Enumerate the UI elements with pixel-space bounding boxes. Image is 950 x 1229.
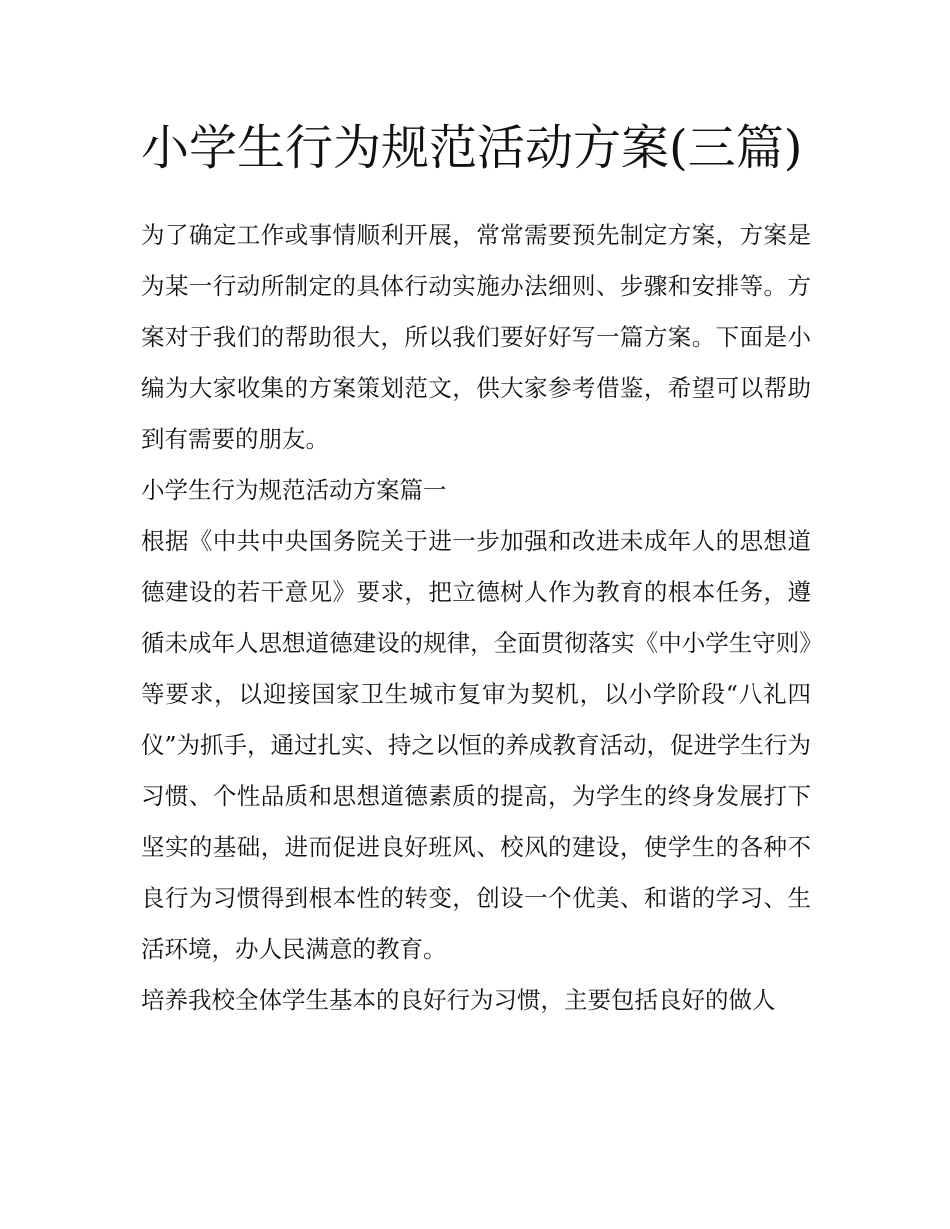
- document-content: [141, 112, 811, 1026]
- document-body: [141, 210, 811, 1026]
- body-paragraph: 培养我校全体学生基本的良好行为习惯，主要包括良好的做人: [141, 986, 776, 1014]
- document-title: 小学生行为规范活动方案(三篇): [141, 120, 803, 176]
- intro-paragraph: 为了确定工作或事情顺利开展，常常需要预先制定方案，方案是为某一行动所制定的具体行动实施办法细则、步骤和安排等。方案对于我们的帮助很大，所以我们要好好写一篇方案。下面是小编为大家收集的方案策划范文，供大家参考借鉴，希望可以帮助到有需要的朋友。: [141, 221, 811, 453]
- section-heading: 小学生行为规范活动方案篇一: [141, 476, 447, 504]
- body-paragraph: 根据《中共中央国务院关于进一步加强和改进未成年人的思想道德建设的若干意见》要求，把立德树人作为教育的根本任务，遵循未成年人思想道德建设的规律，全面贯彻落实《中小学生守则》等要求，以迎接国家卫生城市复审为契机，以小学阶段“八礼四仪”为抓手，通过扎实、持之以恒的养成教育活动，促进学生行为习惯、个性品质和思想道德素质的提高，为学生的终身发展打下坚实的基础，进而促进良好班风、校风的建设，使学生的各种不良行为习惯得到根本性的转变，创设一个优美、和谐的学习、生活环境，办人民满意的教育。: [141, 527, 812, 963]
